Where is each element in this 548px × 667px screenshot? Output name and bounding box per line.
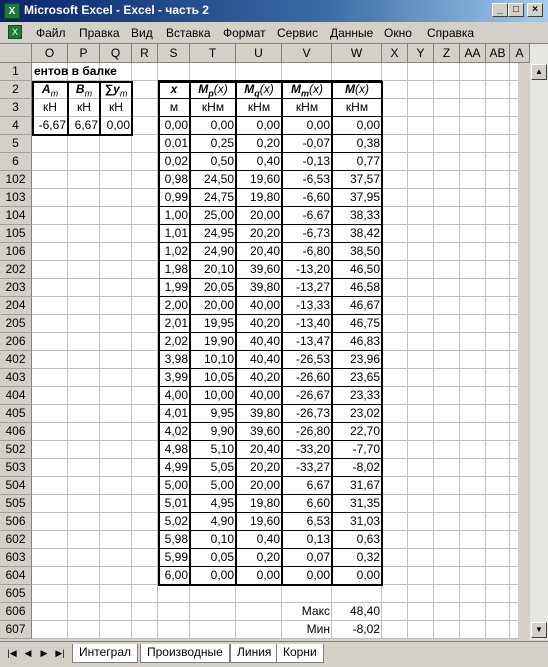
minimize-button[interactable]: _: [492, 3, 508, 17]
row-header-402[interactable]: 402: [0, 351, 32, 369]
window-title: Microsoft Excel - Excel - часть 2: [24, 3, 209, 17]
last-sheet-icon[interactable]: ▶|: [55, 648, 65, 658]
moment-value[interactable]: 39,80: [249, 280, 280, 294]
row-header-603[interactable]: 603: [0, 549, 32, 567]
moment-value[interactable]: 5,10: [210, 442, 234, 456]
x-value[interactable]: 2,01: [164, 316, 188, 330]
row-header-405[interactable]: 405: [0, 405, 32, 423]
moment-value[interactable]: -6,53: [302, 172, 330, 186]
row-header-4[interactable]: 4: [0, 117, 32, 135]
moment-value[interactable]: -0,07: [302, 136, 330, 150]
row-header-506[interactable]: 506: [0, 513, 32, 531]
moment-value[interactable]: 0,00: [210, 568, 234, 582]
x-value[interactable]: 5,99: [164, 550, 188, 564]
x-value[interactable]: 0,01: [164, 136, 188, 150]
x-value[interactable]: 1,98: [164, 262, 188, 276]
table-unit[interactable]: кНм: [345, 100, 369, 114]
moment-value[interactable]: 0,40: [256, 154, 280, 168]
menu-edit[interactable]: Правка: [79, 26, 120, 40]
gridline: [32, 602, 518, 603]
row-header-202[interactable]: 202: [0, 261, 32, 279]
moment-value[interactable]: 20,00: [249, 478, 280, 492]
moment-value[interactable]: 10,10: [203, 352, 234, 366]
reaction-value[interactable]: 0,00: [106, 118, 130, 132]
moment-value[interactable]: -13,47: [295, 334, 330, 348]
moment-value[interactable]: 38,33: [349, 208, 380, 222]
moment-value[interactable]: 0,38: [356, 136, 380, 150]
row-header-6[interactable]: 6: [0, 153, 32, 171]
moment-value[interactable]: 24,75: [203, 190, 234, 204]
gridline: [32, 638, 518, 639]
moment-value[interactable]: 40,20: [249, 370, 280, 384]
table-unit[interactable]: кНм: [201, 100, 225, 114]
column-header-S[interactable]: S: [158, 44, 190, 63]
sheet-tab-line[interactable]: Линия: [230, 644, 278, 663]
moment-value[interactable]: 20,10: [203, 262, 234, 276]
x-value[interactable]: 1,01: [164, 226, 188, 240]
menu-window[interactable]: Окно: [384, 26, 412, 40]
moment-value[interactable]: 40,20: [249, 316, 280, 330]
row-header-103[interactable]: 103: [0, 189, 32, 207]
column-header-Q[interactable]: Q: [100, 44, 132, 63]
moment-value[interactable]: -26,73: [295, 406, 330, 420]
reaction-header[interactable]: $\sum y_m$: [104, 82, 128, 99]
column-header-U[interactable]: U: [236, 44, 282, 63]
moment-value[interactable]: -26,80: [295, 424, 330, 438]
table-header[interactable]: $M_p(x)$: [198, 82, 228, 99]
moment-value[interactable]: 20,00: [203, 298, 234, 312]
moment-value[interactable]: -26,53: [295, 352, 330, 366]
moment-value[interactable]: 24,95: [203, 226, 234, 240]
x-value[interactable]: 5,01: [164, 496, 188, 510]
moment-value[interactable]: 0,63: [356, 532, 380, 546]
moment-value[interactable]: 6,67: [306, 478, 330, 492]
column-header-Z[interactable]: Z: [434, 44, 460, 63]
moment-value[interactable]: 0,00: [256, 568, 280, 582]
prev-sheet-icon[interactable]: ◀: [24, 648, 32, 658]
row-header-203[interactable]: 203: [0, 279, 32, 297]
moment-value[interactable]: 0,25: [210, 136, 234, 150]
x-value[interactable]: 1,00: [164, 208, 188, 222]
column-header-AB[interactable]: AB: [486, 44, 510, 63]
x-value[interactable]: 0,00: [164, 118, 188, 132]
moment-value[interactable]: 19,80: [249, 496, 280, 510]
moment-value[interactable]: -33,20: [295, 442, 330, 456]
moment-value[interactable]: -26,67: [295, 388, 330, 402]
moment-value[interactable]: 31,35: [349, 496, 380, 510]
moment-value[interactable]: 0,00: [306, 568, 330, 582]
x-value[interactable]: 4,98: [164, 442, 188, 456]
moment-value[interactable]: 0,20: [256, 550, 280, 564]
table-unit[interactable]: кНм: [295, 100, 319, 114]
sheet-tabs-bar: [0, 641, 548, 667]
reaction-value[interactable]: -6,67: [38, 118, 66, 132]
row-header-605[interactable]: 605: [0, 585, 32, 603]
moment-value[interactable]: 38,42: [349, 226, 380, 240]
moment-value[interactable]: 39,80: [249, 406, 280, 420]
moment-value[interactable]: 5,00: [210, 478, 234, 492]
column-header-T[interactable]: T: [190, 44, 236, 63]
moment-value[interactable]: -13,40: [295, 316, 330, 330]
moment-value[interactable]: 23,96: [349, 352, 380, 366]
reaction-header[interactable]: $A_m$: [41, 82, 59, 99]
moment-value[interactable]: 6,60: [306, 496, 330, 510]
row-header-604[interactable]: 604: [0, 567, 32, 585]
moment-value[interactable]: 23,65: [349, 370, 380, 384]
moment-value[interactable]: 24,90: [203, 244, 234, 258]
moment-value[interactable]: 0,00: [306, 118, 330, 132]
moment-value[interactable]: -13,20: [295, 262, 330, 276]
menu-format[interactable]: Формат: [223, 26, 266, 40]
menu-tools[interactable]: Сервис: [277, 26, 319, 40]
min-label[interactable]: Мин: [306, 622, 330, 636]
moment-value[interactable]: 46,75: [349, 316, 380, 330]
moment-value[interactable]: 0,05: [210, 550, 234, 564]
gridline: [407, 63, 408, 639]
moment-value[interactable]: 40,40: [249, 334, 280, 348]
column-header-A[interactable]: A: [510, 44, 530, 63]
gridline: [131, 63, 132, 639]
moment-value[interactable]: 23,33: [349, 388, 380, 402]
x-value[interactable]: 1,02: [164, 244, 188, 258]
moment-value[interactable]: -6,67: [302, 208, 330, 222]
moment-value[interactable]: 39,60: [249, 262, 280, 276]
moment-value[interactable]: 0,00: [356, 118, 380, 132]
moment-value[interactable]: 0,13: [306, 532, 330, 546]
gridline: [485, 63, 486, 639]
x-value[interactable]: 2,00: [164, 298, 188, 312]
moment-value[interactable]: 19,90: [203, 334, 234, 348]
moment-value[interactable]: 40,00: [249, 298, 280, 312]
moment-value[interactable]: 23,02: [349, 406, 380, 420]
min-value[interactable]: -8,02: [352, 622, 380, 636]
moment-value[interactable]: 20,20: [249, 226, 280, 240]
moment-value[interactable]: 6,53: [306, 514, 330, 528]
moment-value[interactable]: 10,05: [203, 370, 234, 384]
column-header-W[interactable]: W: [332, 44, 382, 63]
x-value[interactable]: 1,99: [164, 280, 188, 294]
moment-value[interactable]: -6,73: [302, 226, 330, 240]
row-header-104[interactable]: 104: [0, 207, 32, 225]
column-header-X[interactable]: X: [382, 44, 408, 63]
moment-value[interactable]: 19,80: [249, 190, 280, 204]
column-header-V[interactable]: V: [282, 44, 332, 63]
moment-value[interactable]: 4,90: [210, 514, 234, 528]
moment-value[interactable]: 37,95: [349, 190, 380, 204]
row-header-5[interactable]: 5: [0, 135, 32, 153]
sheet-tab-roots[interactable]: Корни: [276, 644, 324, 663]
reaction-unit[interactable]: кН: [77, 100, 91, 114]
moment-value[interactable]: -7,70: [352, 442, 380, 456]
row-header-505[interactable]: 505: [0, 495, 32, 513]
moment-value[interactable]: 37,57: [349, 172, 380, 186]
moment-value[interactable]: 31,03: [349, 514, 380, 528]
row-header-1[interactable]: 1: [0, 63, 32, 81]
row-header-102[interactable]: 102: [0, 171, 32, 189]
row-header-406[interactable]: 406: [0, 423, 32, 441]
title-bar: [0, 0, 548, 22]
gridline: [99, 63, 100, 639]
row-header-602[interactable]: 602: [0, 531, 32, 549]
table-header[interactable]: M(x): [345, 82, 369, 96]
reaction-value[interactable]: 6,67: [74, 118, 98, 132]
table-header[interactable]: $M_m(x)$: [290, 82, 323, 99]
x-value[interactable]: 3,99: [164, 370, 188, 384]
moment-value[interactable]: -13,33: [295, 298, 330, 312]
moment-value[interactable]: 0,00: [356, 568, 380, 582]
row-header-206[interactable]: 206: [0, 333, 32, 351]
cell-area[interactable]: [32, 63, 518, 639]
moment-value[interactable]: 22,70: [349, 424, 380, 438]
moment-value[interactable]: 0,40: [256, 532, 280, 546]
select-all-corner[interactable]: [0, 44, 32, 63]
row-header-504[interactable]: 504: [0, 477, 32, 495]
row-header-606[interactable]: 606: [0, 603, 32, 621]
menu-help[interactable]: Справка: [427, 26, 475, 40]
x-value[interactable]: 5,98: [164, 532, 188, 546]
moment-value[interactable]: -6,60: [302, 190, 330, 204]
moment-value[interactable]: 20,00: [249, 208, 280, 222]
moment-value[interactable]: 46,58: [349, 280, 380, 294]
column-header-O[interactable]: O: [32, 44, 68, 63]
moment-value[interactable]: 0,10: [210, 532, 234, 546]
row-header-502[interactable]: 502: [0, 441, 32, 459]
menu-view[interactable]: Вид: [131, 26, 153, 40]
moment-value[interactable]: -26,60: [295, 370, 330, 384]
moment-value[interactable]: 0,50: [210, 154, 234, 168]
reaction-unit[interactable]: кН: [43, 100, 57, 114]
max-label[interactable]: Макс: [301, 604, 330, 618]
moment-value[interactable]: 24,50: [203, 172, 234, 186]
x-value[interactable]: 3,98: [164, 352, 188, 366]
x-value[interactable]: 4,99: [164, 460, 188, 474]
row-header-607[interactable]: 607: [0, 621, 32, 639]
x-value[interactable]: 5,00: [164, 478, 188, 492]
gridline: [509, 63, 510, 639]
moment-value[interactable]: 46,67: [349, 298, 380, 312]
moment-value[interactable]: 5,05: [210, 460, 234, 474]
moment-value[interactable]: 19,60: [249, 172, 280, 186]
moment-value[interactable]: 0,00: [256, 118, 280, 132]
max-value[interactable]: 48,40: [349, 604, 380, 618]
moment-value[interactable]: 46,50: [349, 262, 380, 276]
first-sheet-icon[interactable]: |◀: [7, 648, 17, 658]
maximize-button[interactable]: □: [508, 3, 524, 17]
sheet-heading-fragment[interactable]: ентов в балке: [34, 64, 117, 78]
menu-file[interactable]: Файл: [36, 26, 66, 40]
x-value[interactable]: 4,01: [164, 406, 188, 420]
x-value[interactable]: 0,98: [164, 172, 188, 186]
moment-value[interactable]: 10,00: [203, 388, 234, 402]
table-unit[interactable]: кНм: [247, 100, 271, 114]
excel-icon: X: [4, 3, 20, 19]
row-header-2[interactable]: 2: [0, 81, 32, 99]
x-value[interactable]: 4,00: [164, 388, 188, 402]
menu-bar: [0, 22, 548, 44]
gridline: [67, 63, 68, 639]
moment-value[interactable]: 20,05: [203, 280, 234, 294]
column-header-AA[interactable]: AA: [460, 44, 486, 63]
menu-data[interactable]: Данные: [330, 26, 374, 40]
moment-value[interactable]: 39,60: [249, 424, 280, 438]
close-button[interactable]: ×: [527, 3, 543, 17]
row-header-3[interactable]: 3: [0, 99, 32, 117]
row-header-404[interactable]: 404: [0, 387, 32, 405]
moment-value[interactable]: 20,20: [249, 460, 280, 474]
moment-value[interactable]: 0,07: [306, 550, 330, 564]
column-header-P[interactable]: P: [68, 44, 100, 63]
gridline: [433, 63, 434, 639]
menu-insert[interactable]: Вставка: [166, 26, 211, 40]
x-value[interactable]: 2,02: [164, 334, 188, 348]
moment-value[interactable]: 25,00: [203, 208, 234, 222]
moment-value[interactable]: 0,00: [210, 118, 234, 132]
table-unit[interactable]: м: [169, 100, 179, 114]
table-header[interactable]: x: [170, 82, 178, 96]
next-sheet-icon[interactable]: ▶: [40, 648, 48, 658]
moment-value[interactable]: 19,95: [203, 316, 234, 330]
x-value[interactable]: 4,02: [164, 424, 188, 438]
sheet-tab-derivatives[interactable]: Производные: [140, 644, 230, 663]
moment-value[interactable]: 0,77: [356, 154, 380, 168]
x-value[interactable]: 5,02: [164, 514, 188, 528]
x-value[interactable]: 6,00: [164, 568, 188, 582]
row-header-106[interactable]: 106: [0, 243, 32, 261]
row-header-205[interactable]: 205: [0, 315, 32, 333]
moment-value[interactable]: 9,95: [210, 406, 234, 420]
gridline: [459, 63, 460, 639]
x-value[interactable]: 0,99: [164, 190, 188, 204]
moment-value[interactable]: 20,40: [249, 244, 280, 258]
moment-value[interactable]: 31,67: [349, 478, 380, 492]
moment-value[interactable]: -0,13: [302, 154, 330, 168]
gridline: [32, 620, 518, 621]
moment-value[interactable]: -6,80: [302, 244, 330, 258]
vertical-scrollbar[interactable]: [530, 44, 548, 640]
x-value[interactable]: 0,02: [164, 154, 188, 168]
moment-value[interactable]: 0,32: [356, 550, 380, 564]
moment-value[interactable]: 40,00: [249, 388, 280, 402]
row-header-503[interactable]: 503: [0, 459, 32, 477]
moment-value[interactable]: 40,40: [249, 352, 280, 366]
row-header-204[interactable]: 204: [0, 297, 32, 315]
moment-value[interactable]: 4,95: [210, 496, 234, 510]
moment-value[interactable]: 46,83: [349, 334, 380, 348]
moment-value[interactable]: 19,60: [249, 514, 280, 528]
moment-value[interactable]: -33,27: [295, 460, 330, 474]
moment-value[interactable]: 9,90: [210, 424, 234, 438]
column-header-R[interactable]: R: [132, 44, 158, 63]
reaction-unit[interactable]: кН: [109, 100, 123, 114]
sheet-tab-integral[interactable]: Интеграл: [72, 644, 138, 663]
workbook-icon[interactable]: X: [8, 25, 22, 39]
moment-value[interactable]: -8,02: [352, 460, 380, 474]
scroll-up-icon[interactable]: ▲: [531, 64, 547, 80]
moment-value[interactable]: 38,50: [349, 244, 380, 258]
row-header-105[interactable]: 105: [0, 225, 32, 243]
table-header[interactable]: $M_q(x)$: [244, 82, 274, 99]
moment-value[interactable]: 20,40: [249, 442, 280, 456]
scroll-down-icon[interactable]: ▼: [531, 622, 547, 638]
row-header-403[interactable]: 403: [0, 369, 32, 387]
column-header-Y[interactable]: Y: [408, 44, 434, 63]
moment-value[interactable]: -13,27: [295, 280, 330, 294]
reaction-header[interactable]: $B_m$: [75, 82, 93, 99]
moment-value[interactable]: 0,20: [256, 136, 280, 150]
